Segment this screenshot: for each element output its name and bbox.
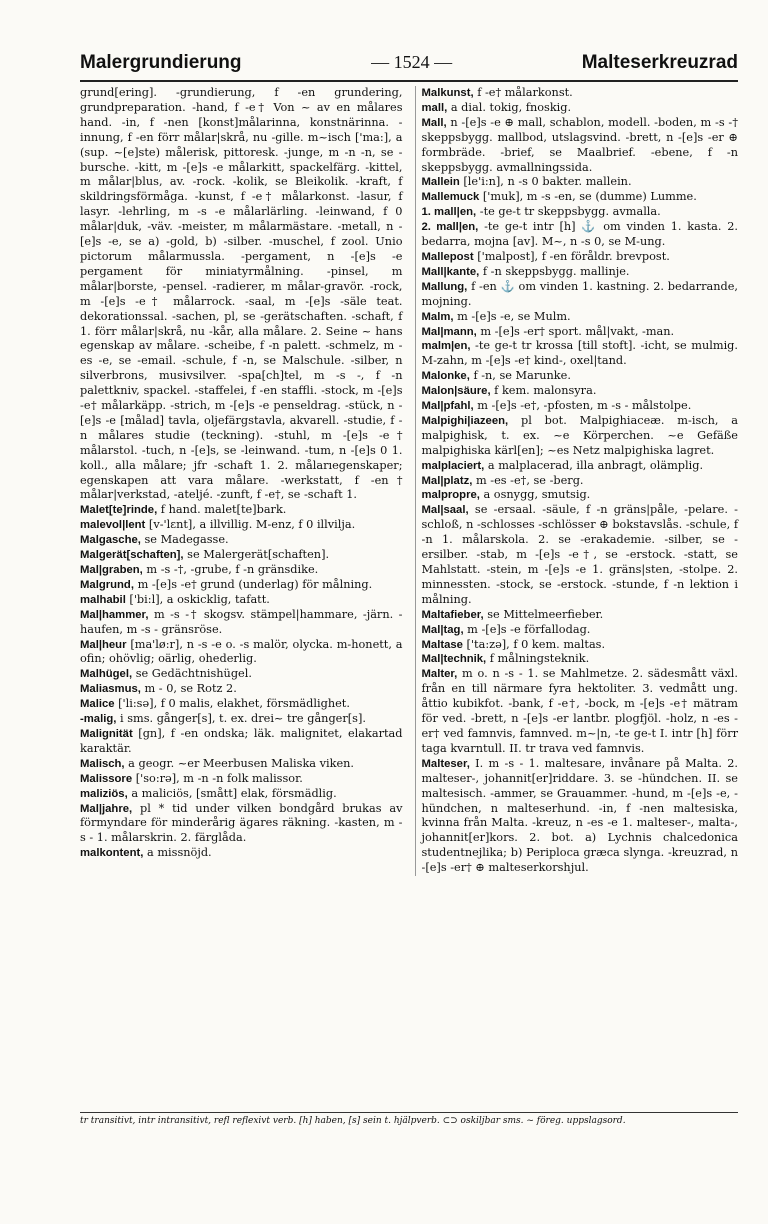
dictionary-body [80, 86, 738, 876]
dictionary-entry [422, 384, 739, 399]
entry-definition: a missnöjd. [147, 846, 212, 860]
entry-headword: Malice [80, 698, 115, 711]
dictionary-entry [422, 280, 739, 310]
dictionary-entry [80, 846, 403, 861]
entry-headword: Malgrund, [80, 578, 134, 591]
entry-definition: a maliciös, [smått] elak, försmädlig. [131, 786, 337, 800]
dictionary-entry [422, 250, 739, 265]
entry-definition: f kem. malonsyra. [494, 384, 597, 398]
entry-headword: Maltafieber, [421, 608, 484, 621]
dictionary-entry [422, 667, 739, 756]
entry-headword: Mallung, [421, 280, 468, 293]
left-column [80, 86, 403, 876]
entry-headword: Mall|kante, [421, 265, 480, 278]
entry-headword: mall, [421, 101, 448, 114]
right-column [415, 86, 739, 876]
dictionary-entry [80, 697, 403, 712]
entry-definition: ['li:sə], f 0 malis, elakhet, försmädlighet. [118, 697, 350, 711]
dictionary-entry [422, 325, 739, 340]
entry-headword: maliziös, [80, 787, 128, 800]
entry-headword: Malgasche, [80, 534, 141, 547]
dictionary-entry [80, 682, 403, 697]
dictionary-entry [422, 757, 739, 876]
dictionary-entry [422, 310, 739, 325]
entry-definition: a dial. tokig, fnoskig. [450, 100, 572, 114]
footer-rule [80, 1112, 738, 1113]
entry-definition: a osnygg, smutsig. [483, 488, 591, 502]
header-rule [80, 80, 738, 82]
dictionary-entry [422, 101, 739, 116]
entry-definition: [ma'lø:r], n -s -e o. -s malör, olycka. m-honett, a ofin; ohövlig; oärlig, ohederlig. [80, 637, 403, 666]
page-number: — 1524 — [371, 52, 453, 72]
dictionary-entry [422, 608, 739, 623]
entry-definition: m - 0, se Rotz 2. [144, 682, 237, 696]
entry-headword: malpropre, [421, 489, 480, 502]
dictionary-entry [80, 757, 403, 772]
entry-headword: Maltase [421, 638, 463, 651]
abbreviation-key: tr transitivt, intr intransitivt, refl reflexivt verb. [h] haben, [s] sein t. hjälpverb. ⊂⊃ oskiljbar sms. ~ föreg. uppslagsord. [80, 1116, 626, 1126]
entry-definition: a geogr. ~er Meerbusen Maliska viken. [128, 756, 355, 770]
entry-headword: Mallein [421, 176, 460, 189]
entry-headword: malevol|lent [80, 519, 146, 532]
entry-definition: f -e† målarkonst. [477, 86, 573, 99]
entry-headword: malplaciert, [421, 459, 485, 472]
entry-headword: -malig, [80, 713, 117, 726]
entry-headword: Malhügel, [80, 668, 133, 681]
entry-headword: Malissore [80, 772, 133, 785]
entry-definition: [le'i:n], n -s 0 bakter. mallein. [463, 175, 632, 189]
entry-headword: malhabil [80, 593, 126, 606]
entry-headword: Mal|tag, [421, 623, 464, 636]
entry-definition: [gn], f -en ondska; läk. malignitet, elakartad karaktär. [80, 726, 403, 755]
entry-definition: se Gedächtnishügel. [135, 667, 252, 681]
entry-definition: [v-'lɛnt], a illvillig. M-enz, f 0 illvilja. [148, 518, 356, 532]
dictionary-entry [80, 802, 403, 847]
entry-definition: m -[e]s -e förfallodag. [467, 622, 591, 636]
dictionary-entry [422, 220, 739, 250]
entry-definition: I. m -s - 1. maltesare, invånare på Malta. 2. malteser-, johannit[er]riddare. 3. se -hündchen. II. se maltesisch. -ammer, se Grauammer. -hund, m -[e]s -e, -hündchen, n malteserhund. -in, f -nen maltesiska, kvinna från Malta. -kreuz, n -es -e 1. malteser-, malta-, johannit[er]kors. 2. bot. a) Lychnis chalcedonica studentnejlika; b) Periploca græca slynga. -kreuzrad, n -[e]s -er† ⊕ malteserkorshjul. [421, 756, 739, 875]
entry-definition: i sms. gånger[s], t. ex. drei~ tre gånger[s]. [120, 712, 366, 726]
dictionary-entry [422, 205, 739, 220]
dictionary-entry [80, 667, 403, 682]
entry-headword: Malter, [421, 668, 458, 681]
dictionary-entry [422, 339, 739, 369]
entry-definition: se Mittelmeerfieber. [487, 607, 604, 621]
dictionary-entry [80, 578, 403, 593]
entry-headword: Malm, [421, 310, 454, 323]
entry-headword: Mal|saal, [421, 504, 469, 517]
entry-definition: n -[e]s -e ⊕ mall, schablon, modell. -boden, m -s -† skeppsbygg. mallbod, utslagsvind. -brett, n -[e]s -er ⊕ formbräde. -brief, se Maalbrief. -ebene, f -n skeppsbygg. avmallningssida. [421, 115, 739, 174]
entry-headword: malm|en, [421, 340, 471, 353]
header-right-word: Malteserkreuzrad [581, 52, 738, 73]
entry-headword: Maliasmus, [80, 683, 141, 696]
entry-definition: m -[e]s -e† grund (underlag) för målning. [137, 577, 373, 591]
entry-definition: m o. n -s - 1. se Mahlmetze. 2. sädesmått växl. från en till närmare fyra hektoliter. 3. vedmått ung. åttio kubikfot. -bank, f -e†, -bock, m -[e]s -e† mätram för ved. -brett, n -[e]s -er lantbr. plogfjöl. -holz, n -es -er† ved famnvis, famnved. m~|n, -te ge-t I. intr [h] förr taga kvarntull. II. tr trava ved famnvis. [421, 667, 738, 755]
entry-headword: Mal|technik, [421, 653, 487, 666]
entry-headword: Malonke, [421, 370, 470, 383]
dictionary-entry [80, 593, 403, 608]
entry-headword: Mal|pfahl, [421, 400, 474, 413]
entry-definition: ['malpost], f -en föråldr. brevpost. [477, 249, 670, 263]
entry-definition: f målningsteknik. [489, 652, 590, 666]
entry-headword: Mallemuck [421, 191, 480, 204]
entry-definition: ['so:rə], m -n -n folk malissor. [135, 771, 303, 785]
dictionary-entry [80, 638, 403, 668]
entry-headword: 2. mall|en, [421, 221, 479, 234]
entry-definition: m -[e]s -er† sport. mål|vakt, -man. [480, 324, 675, 338]
dictionary-entry [422, 459, 739, 474]
entry-headword: 1. mall|en, [421, 206, 477, 219]
entry-definition: f -n, se Marunke. [473, 369, 571, 383]
entry-definition: -te ge-t intr [h] ⚓ om vinden 1. kasta. 2. bedarra, mojna [av]. M~, n -s 0, se M-ung. [421, 220, 738, 249]
dictionary-entry [80, 518, 403, 533]
entry-definition: grund[ering]. -grundierung, f -en grundering, grundpreparation. -hand, f -e† Von ~ av en målares hand. -in, f -nen [konst]målarinna, konstnärinna. -innung, f -en förr målar|skrå, nu -gille. m~isch ['ma:], a (sup. ~[e]ste) målerisk, pittoresk. -junge, m -n -n, se -bursche. -kitt, m -[e]s -e målarkitt, spackelfärg. -kittel, m målar|blus, av. -rock. -kolik, se Bleikolik. -kraft, f skildringsförmåga. -kunst, f -e† målarkonst. -lasur, f lasyr. -lehrling, m -s -e målarlärling. -leinwand, f 0 målar|duk, -väv. -meister, m målarmästare. -metall, n -[e]s -e, se a) -gold, b) -silber. -muschel, f zool. Unio pictorum målarmussla. -pergament, n -[e]s -e pergament för miniatyrmålning. -pinsel, m målar|borste, -pensel. -radierer, m målar-gravör. -rock, m -[e]s -e† målarrock. -saal, m -[e]s -säle teat. dekorationssal. -sachen, pl, se -gerätschaften. -schaft, f 1. förr målar|skrå, nu -kår, alla målare. 2. Seine ~ hans egenskap av målare. -scheibe, f -n palett. -schmelz, m -es -e, se -email. -schule, f -n, se Malschule. -silber, n silverbrons, musivsilver. -spa[ch]tel, m -s -, f -n palettkniv, spackel. -staffelei, f -en staffli. -stock, m -[e]s -e† målarkäpp. -strich, m -[e]s -e penseldrag. -stück, n -[e]s -e [målad] tavla, oljefärgstavla, akvarell. -studie, f -n målares studie (teckning). -stuhl, m -[e]s -e† målarstol. -tuch, n -[e]s, se -leinwand. -tum, n -[e]s 0 1. koll., alla målare; jfr -schaft 1. 2. målarıegenskaper; egenskapen att vara målare. -werkstatt, f -en† målar|verkstad, -ateljé. -zunft, f -e†, se -schaft 1. [80, 86, 403, 502]
entry-definition: pl bot. Malpighiaceæ. m-isch, a malpighisk, t. ex. ~e Körperchen. ~e Gefäße malpighiska kärl[en]; ~es Netz malpighiska lagret. [421, 413, 738, 457]
entry-definition: m -es -e†, se -berg. [475, 473, 584, 487]
dictionary-entry [422, 414, 739, 459]
entry-definition: m -[e]s -e†, -pfosten, m -s - målstolpe. [477, 399, 692, 413]
entry-definition: se Malergerät[schaften]. [187, 548, 330, 562]
entry-definition: -te ge-t tr krossa [till stoft]. -icht, se mulmig. M-zahn, m -[e]s -e† kind-, oxel|tand. [421, 339, 739, 368]
dictionary-entry [80, 563, 403, 578]
entry-definition: ['ta:zə], f 0 kem. maltas. [466, 637, 606, 651]
entry-definition: ['bi:l], a oskicklig, tafatt. [129, 592, 270, 606]
dictionary-entry [422, 474, 739, 489]
dictionary-entry [422, 116, 739, 176]
entry-definition: -te ge-t tr skeppsbygg. avmalla. [479, 205, 661, 219]
entry-definition: a malplacerad, illa anbragt, olämplig. [487, 458, 704, 472]
entry-headword: Mallepost [421, 250, 474, 263]
dictionary-entry [422, 638, 739, 653]
entry-definition: pl * tid under vilken bondgård brukas av förmyndare för minderårig ägares räkning. -kasten, m -s - 1. målarskrin. 2. färglåda. [80, 801, 403, 845]
entry-headword: Mal|platz, [421, 474, 473, 487]
entry-definition: ['muk], m -s -en, se (dumme) Lumme. [482, 190, 697, 204]
dictionary-entry [422, 652, 739, 667]
dictionary-entry [80, 787, 403, 802]
entry-definition: f hand. malet[te]bark. [160, 503, 287, 517]
entry-headword: Malkunst, [421, 87, 474, 99]
dictionary-entry [422, 623, 739, 638]
dictionary-entry [422, 399, 739, 414]
entry-headword: malkontent, [80, 847, 144, 860]
entry-headword: Malgerät[schaften], [80, 549, 184, 562]
dictionary-entry [80, 503, 403, 518]
entry-headword: Malet[te]rinde, [80, 504, 158, 517]
entry-headword: Malisch, [80, 757, 125, 770]
entry-definition: f -en ⚓ om vinden 1. kastning. 2. bedarrande, mojning. [421, 279, 738, 308]
page-header [80, 52, 738, 78]
dictionary-entry [80, 727, 403, 757]
entry-definition: m -s -†, -grube, f -n gränsdike. [146, 563, 319, 576]
dictionary-entry [80, 86, 403, 503]
dictionary-entry [80, 533, 403, 548]
entry-headword: Mal|heur [80, 638, 127, 651]
dictionary-entry [80, 712, 403, 727]
entry-definition: m -s -† skogsv. stämpel|hammare, -järn. -haufen, m -s - gränsröse. [80, 607, 403, 636]
entry-headword: Mal|hammer, [80, 608, 149, 621]
entry-headword: Malon|säure, [421, 385, 491, 398]
entry-headword: Malignität [80, 727, 133, 740]
header-left-word: Malergrundierung [80, 52, 242, 73]
entry-headword: Mall, [421, 116, 447, 129]
dictionary-entry [80, 772, 403, 787]
entry-headword: Malteser, [421, 757, 470, 770]
dictionary-entry [80, 608, 403, 638]
entry-definition: se Madegasse. [144, 533, 229, 547]
entry-headword: Mal|mann, [421, 325, 477, 338]
dictionary-entry [422, 190, 739, 205]
dictionary-entry [422, 265, 739, 280]
entry-definition: se -ersaal. -säule, f -n gräns|påle, -pelare. -schloß, n -schlosses -schlösser ⊕ bokstavslås. -schule, f -n 1. målarskola. 2. se -erakademie. -silber, se -ersilber. -stab, m -[e]s -e†, se -erstock. -statt, se Mahlstatt. -stein, m -[e]s -e 1. gräns|sten, -stolpe. 2. minnessten. -stock, se -erstock. -stunde, f -n lektion i målning. [421, 503, 738, 606]
dictionary-entry [422, 503, 739, 607]
entry-definition: f -n skeppsbygg. mallinje. [482, 264, 630, 278]
dictionary-entry [80, 548, 403, 563]
dictionary-entry [422, 86, 739, 101]
entry-headword: Malpighi|iazeen, [421, 414, 509, 427]
dictionary-entry [422, 488, 739, 503]
entry-headword: Mal|graben, [80, 564, 143, 576]
dictionary-entry [422, 369, 739, 384]
dictionary-entry [422, 175, 739, 190]
entry-headword: Mal|jahre, [80, 802, 133, 815]
entry-definition: m -[e]s -e, se Mulm. [457, 309, 571, 323]
